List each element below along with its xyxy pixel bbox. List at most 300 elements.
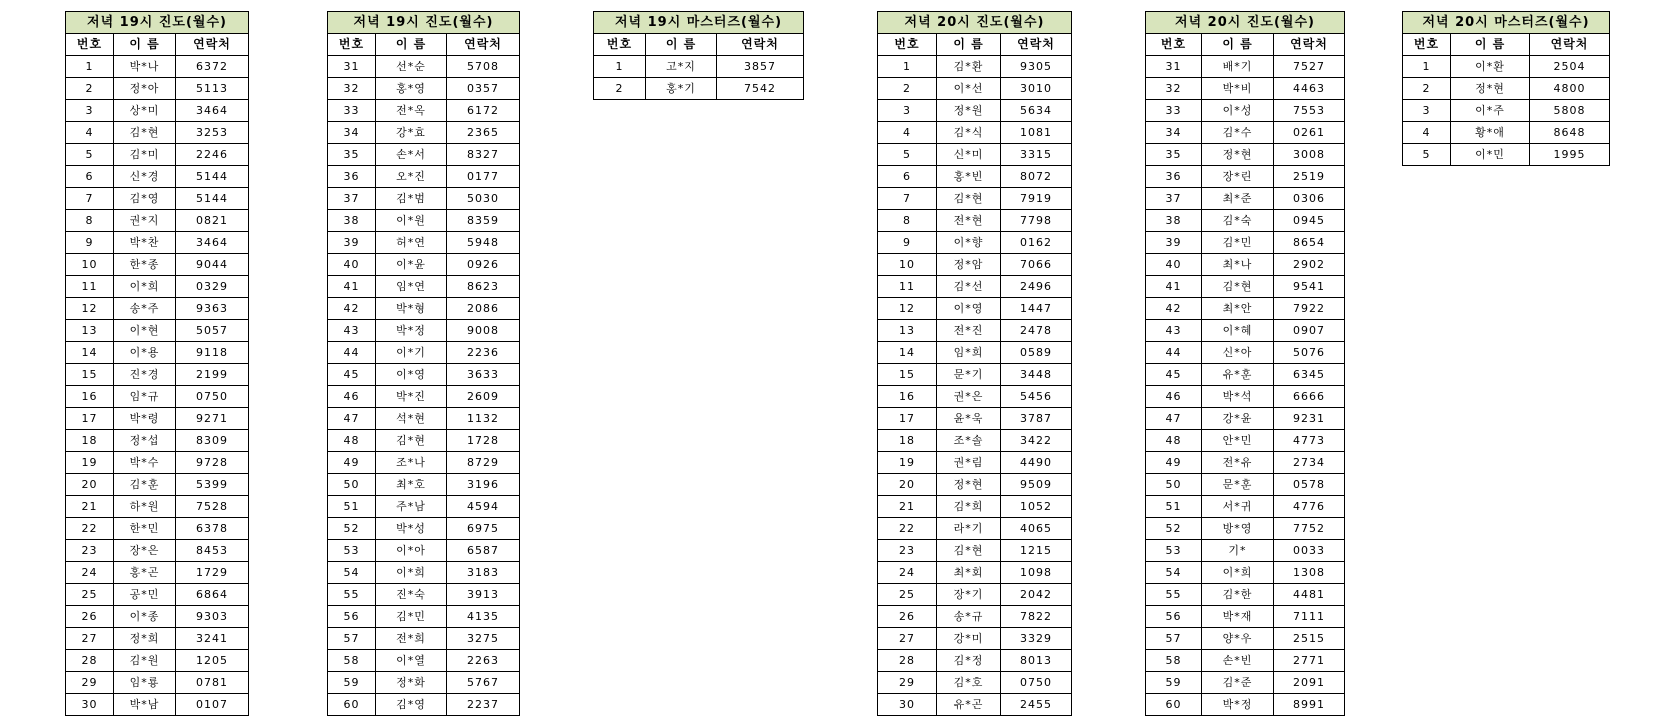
column-header-contact: 연락처 — [176, 34, 249, 56]
cell-name: 정*현 — [1451, 78, 1530, 100]
table-row — [328, 276, 520, 298]
cell-contact: 9271 — [176, 408, 249, 430]
cell-contact: 8013 — [1001, 650, 1072, 672]
cell-contact: 2246 — [176, 144, 249, 166]
cell-number: 54 — [1146, 562, 1202, 584]
cell-name: 이*현 — [114, 320, 176, 342]
cell-name: 방*영 — [1202, 518, 1274, 540]
cell-name: 김*현 — [1202, 276, 1274, 298]
cell-number: 18 — [878, 430, 937, 452]
cell-contact: 0821 — [176, 210, 249, 232]
cell-contact: 5948 — [447, 232, 520, 254]
roster-table-19-jindo-1 — [65, 11, 249, 716]
cell-number: 50 — [1146, 474, 1202, 496]
cell-name: 이*민 — [1451, 144, 1530, 166]
table-row — [878, 232, 1072, 254]
cell-number: 28 — [66, 650, 114, 672]
cell-contact: 5057 — [176, 320, 249, 342]
cell-contact: 2478 — [1001, 320, 1072, 342]
cell-number: 5 — [1403, 144, 1451, 166]
cell-number: 9 — [878, 232, 937, 254]
cell-contact: 4800 — [1530, 78, 1610, 100]
column-header-number: 번호 — [1146, 34, 1202, 56]
cell-number: 37 — [328, 188, 376, 210]
cell-name: 정*화 — [376, 672, 447, 694]
table-row — [66, 562, 249, 584]
cell-name: 신*미 — [937, 144, 1001, 166]
table-title: 저녁 20시 진도(월수) — [1146, 12, 1345, 34]
cell-name: 김*현 — [114, 122, 176, 144]
table-row — [66, 188, 249, 210]
cell-name: 김*한 — [1202, 584, 1274, 606]
table-row — [66, 56, 249, 78]
table-row — [328, 122, 520, 144]
cell-contact: 6666 — [1274, 386, 1345, 408]
cell-contact: 3196 — [447, 474, 520, 496]
cell-contact: 5808 — [1530, 100, 1610, 122]
cell-contact: 1052 — [1001, 496, 1072, 518]
cell-name: 정*현 — [1202, 144, 1274, 166]
cell-number: 33 — [328, 100, 376, 122]
table-row — [1403, 122, 1610, 144]
cell-number: 44 — [328, 342, 376, 364]
cell-number: 19 — [878, 452, 937, 474]
cell-name: 이*기 — [376, 342, 447, 364]
cell-number: 49 — [328, 452, 376, 474]
cell-name: 이*아 — [376, 540, 447, 562]
cell-name: 정*희 — [114, 628, 176, 650]
cell-contact: 3275 — [447, 628, 520, 650]
cell-contact: 2519 — [1274, 166, 1345, 188]
table-row — [1146, 540, 1345, 562]
cell-number: 4 — [1403, 122, 1451, 144]
cell-contact: 8654 — [1274, 232, 1345, 254]
cell-contact: 3183 — [447, 562, 520, 584]
table-row — [878, 188, 1072, 210]
cell-number: 30 — [66, 694, 114, 716]
cell-contact: 2237 — [447, 694, 520, 716]
cell-number: 13 — [66, 320, 114, 342]
cell-number: 29 — [878, 672, 937, 694]
cell-number: 20 — [878, 474, 937, 496]
cell-name: 김*선 — [937, 276, 1001, 298]
cell-contact: 7542 — [717, 78, 804, 100]
table-row — [1146, 628, 1345, 650]
cell-name: 윤*욱 — [937, 408, 1001, 430]
cell-name: 정*원 — [937, 100, 1001, 122]
cell-name: 양*우 — [1202, 628, 1274, 650]
table-row — [66, 606, 249, 628]
table-row — [1146, 496, 1345, 518]
table-row — [878, 496, 1072, 518]
cell-contact: 5030 — [447, 188, 520, 210]
cell-number: 53 — [1146, 540, 1202, 562]
cell-name: 송*규 — [937, 606, 1001, 628]
cell-name: 석*현 — [376, 408, 447, 430]
cell-name: 진*숙 — [376, 584, 447, 606]
cell-name: 기* — [1202, 540, 1274, 562]
cell-name: 이*용 — [114, 342, 176, 364]
table-row — [1146, 430, 1345, 452]
cell-number: 20 — [66, 474, 114, 496]
cell-number: 45 — [328, 364, 376, 386]
cell-number: 35 — [328, 144, 376, 166]
table-row — [878, 364, 1072, 386]
cell-name: 이*열 — [376, 650, 447, 672]
cell-number: 59 — [328, 672, 376, 694]
table-row — [328, 232, 520, 254]
cell-number: 14 — [878, 342, 937, 364]
cell-contact: 3422 — [1001, 430, 1072, 452]
cell-name: 공*민 — [114, 584, 176, 606]
cell-number: 2 — [878, 78, 937, 100]
cell-name: 유*곤 — [937, 694, 1001, 716]
cell-name: 박*형 — [376, 298, 447, 320]
cell-name: 문*훈 — [1202, 474, 1274, 496]
column-header-contact: 연락처 — [1274, 34, 1345, 56]
roster-table-19-masters — [593, 11, 804, 100]
cell-name: 권*은 — [937, 386, 1001, 408]
cell-number: 6 — [878, 166, 937, 188]
cell-name: 박*성 — [376, 518, 447, 540]
cell-contact: 9728 — [176, 452, 249, 474]
table-row — [328, 254, 520, 276]
table-row — [1146, 144, 1345, 166]
cell-contact: 4773 — [1274, 430, 1345, 452]
table-row — [1146, 166, 1345, 188]
table-row — [328, 408, 520, 430]
cell-number: 13 — [878, 320, 937, 342]
table-row — [878, 672, 1072, 694]
cell-number: 27 — [878, 628, 937, 650]
cell-number: 26 — [878, 606, 937, 628]
cell-number: 46 — [328, 386, 376, 408]
cell-name: 이*선 — [937, 78, 1001, 100]
cell-contact: 5399 — [176, 474, 249, 496]
table-row — [328, 144, 520, 166]
table-row — [66, 584, 249, 606]
cell-name: 홍*곤 — [114, 562, 176, 584]
table-row — [66, 122, 249, 144]
column-header-name: 이 름 — [937, 34, 1001, 56]
cell-contact: 5076 — [1274, 342, 1345, 364]
table-row — [1146, 254, 1345, 276]
cell-contact: 2902 — [1274, 254, 1345, 276]
cell-contact: 5144 — [176, 188, 249, 210]
column-header-contact: 연락처 — [1001, 34, 1072, 56]
table-title: 저녁 19시 진도(월수) — [66, 12, 249, 34]
table-row — [1403, 144, 1610, 166]
cell-name: 박*령 — [114, 408, 176, 430]
column-header-name: 이 름 — [646, 34, 717, 56]
cell-contact: 3008 — [1274, 144, 1345, 166]
cell-name: 김*준 — [1202, 672, 1274, 694]
cell-contact: 3253 — [176, 122, 249, 144]
cell-contact: 1205 — [176, 650, 249, 672]
cell-number: 7 — [66, 188, 114, 210]
cell-number: 38 — [328, 210, 376, 232]
cell-number: 5 — [66, 144, 114, 166]
cell-number: 41 — [1146, 276, 1202, 298]
table-row — [1146, 298, 1345, 320]
cell-number: 2 — [1403, 78, 1451, 100]
column-header-number: 번호 — [1403, 34, 1451, 56]
cell-number: 58 — [328, 650, 376, 672]
table-row — [66, 78, 249, 100]
cell-name: 유*훈 — [1202, 364, 1274, 386]
cell-number: 30 — [878, 694, 937, 716]
cell-number: 7 — [878, 188, 937, 210]
cell-contact: 7553 — [1274, 100, 1345, 122]
table-row — [1146, 474, 1345, 496]
table-row — [878, 540, 1072, 562]
cell-number: 25 — [66, 584, 114, 606]
table-row — [878, 650, 1072, 672]
cell-name: 김*수 — [1202, 122, 1274, 144]
cell-number: 50 — [328, 474, 376, 496]
cell-contact: 0261 — [1274, 122, 1345, 144]
cell-name: 정*암 — [937, 254, 1001, 276]
cell-contact: 3329 — [1001, 628, 1072, 650]
table-row — [66, 518, 249, 540]
cell-name: 전*희 — [376, 628, 447, 650]
cell-contact: 1215 — [1001, 540, 1072, 562]
table-title: 저녁 20시 진도(월수) — [878, 12, 1072, 34]
cell-number: 24 — [66, 562, 114, 584]
table-row — [328, 386, 520, 408]
cell-contact: 2771 — [1274, 650, 1345, 672]
cell-contact: 7752 — [1274, 518, 1345, 540]
cell-name: 박*비 — [1202, 78, 1274, 100]
column-header-name: 이 름 — [114, 34, 176, 56]
cell-name: 강*미 — [937, 628, 1001, 650]
cell-contact: 0589 — [1001, 342, 1072, 364]
cell-number: 51 — [328, 496, 376, 518]
table-row — [328, 628, 520, 650]
cell-contact: 8309 — [176, 430, 249, 452]
cell-contact: 7822 — [1001, 606, 1072, 628]
table-row — [878, 320, 1072, 342]
table-row — [878, 694, 1072, 716]
cell-number: 21 — [878, 496, 937, 518]
table-row — [1146, 518, 1345, 540]
table-row — [328, 298, 520, 320]
cell-name: 임*룡 — [114, 672, 176, 694]
cell-contact: 0926 — [447, 254, 520, 276]
cell-number: 60 — [328, 694, 376, 716]
cell-name: 홍*기 — [646, 78, 717, 100]
cell-number: 1 — [594, 56, 646, 78]
table-row — [328, 650, 520, 672]
cell-contact: 3464 — [176, 100, 249, 122]
table-row — [1146, 122, 1345, 144]
table-row — [328, 694, 520, 716]
cell-name: 박*수 — [114, 452, 176, 474]
cell-name: 한*종 — [114, 254, 176, 276]
cell-contact: 3464 — [176, 232, 249, 254]
cell-contact: 0162 — [1001, 232, 1072, 254]
table-row — [1146, 210, 1345, 232]
table-row — [328, 430, 520, 452]
cell-number: 38 — [1146, 210, 1202, 232]
cell-contact: 1098 — [1001, 562, 1072, 584]
table-row — [328, 584, 520, 606]
cell-contact: 2496 — [1001, 276, 1072, 298]
cell-number: 22 — [66, 518, 114, 540]
cell-contact: 1729 — [176, 562, 249, 584]
cell-number: 45 — [1146, 364, 1202, 386]
cell-number: 32 — [328, 78, 376, 100]
table-row — [328, 452, 520, 474]
cell-number: 4 — [66, 122, 114, 144]
table-row — [1146, 584, 1345, 606]
cell-number: 17 — [66, 408, 114, 430]
cell-contact: 6587 — [447, 540, 520, 562]
cell-number: 43 — [328, 320, 376, 342]
cell-number: 1 — [1403, 56, 1451, 78]
cell-contact: 2199 — [176, 364, 249, 386]
cell-number: 12 — [66, 298, 114, 320]
cell-name: 손*빈 — [1202, 650, 1274, 672]
cell-contact: 4481 — [1274, 584, 1345, 606]
cell-number: 28 — [878, 650, 937, 672]
table-row — [878, 210, 1072, 232]
cell-contact: 5634 — [1001, 100, 1072, 122]
cell-contact: 9305 — [1001, 56, 1072, 78]
table-row — [878, 78, 1072, 100]
cell-name: 김*영 — [114, 188, 176, 210]
table-row — [328, 672, 520, 694]
table-row — [66, 452, 249, 474]
table-row — [66, 430, 249, 452]
cell-contact: 8729 — [447, 452, 520, 474]
cell-number: 22 — [878, 518, 937, 540]
cell-name: 이*혜 — [1202, 320, 1274, 342]
cell-contact: 3448 — [1001, 364, 1072, 386]
cell-name: 김*범 — [376, 188, 447, 210]
column-header-contact: 연락처 — [717, 34, 804, 56]
table-row — [66, 232, 249, 254]
cell-name: 전*진 — [937, 320, 1001, 342]
cell-name: 김*환 — [937, 56, 1001, 78]
table-row — [1146, 56, 1345, 78]
cell-name: 김*미 — [114, 144, 176, 166]
cell-name: 이*원 — [376, 210, 447, 232]
cell-contact: 0107 — [176, 694, 249, 716]
cell-number: 1 — [66, 56, 114, 78]
cell-number: 5 — [878, 144, 937, 166]
cell-name: 조*나 — [376, 452, 447, 474]
cell-name: 이*영 — [376, 364, 447, 386]
cell-contact: 3857 — [717, 56, 804, 78]
cell-number: 42 — [1146, 298, 1202, 320]
cell-number: 53 — [328, 540, 376, 562]
cell-number: 15 — [66, 364, 114, 386]
cell-contact: 7066 — [1001, 254, 1072, 276]
table-row — [328, 78, 520, 100]
cell-number: 42 — [328, 298, 376, 320]
table-row — [878, 144, 1072, 166]
column-header-number: 번호 — [66, 34, 114, 56]
cell-contact: 8623 — [447, 276, 520, 298]
cell-number: 3 — [66, 100, 114, 122]
cell-contact: 1728 — [447, 430, 520, 452]
cell-name: 강*윤 — [1202, 408, 1274, 430]
cell-name: 이*영 — [937, 298, 1001, 320]
cell-number: 8 — [66, 210, 114, 232]
cell-number: 54 — [328, 562, 376, 584]
table-row — [328, 210, 520, 232]
cell-number: 36 — [328, 166, 376, 188]
table-row — [66, 320, 249, 342]
cell-name: 문*기 — [937, 364, 1001, 386]
cell-name: 김*영 — [376, 694, 447, 716]
cell-name: 최*안 — [1202, 298, 1274, 320]
table-row — [328, 320, 520, 342]
cell-number: 57 — [328, 628, 376, 650]
cell-number: 9 — [66, 232, 114, 254]
cell-name: 상*미 — [114, 100, 176, 122]
cell-name: 박*정 — [1202, 694, 1274, 716]
cell-contact: 8359 — [447, 210, 520, 232]
table-row — [66, 100, 249, 122]
cell-contact: 4135 — [447, 606, 520, 628]
cell-contact: 9008 — [447, 320, 520, 342]
cell-number: 12 — [878, 298, 937, 320]
table-row — [66, 672, 249, 694]
table-row — [328, 606, 520, 628]
cell-number: 16 — [66, 386, 114, 408]
table-row — [1146, 606, 1345, 628]
cell-name: 김*민 — [1202, 232, 1274, 254]
cell-number: 31 — [328, 56, 376, 78]
cell-name: 임*규 — [114, 386, 176, 408]
table-row — [328, 540, 520, 562]
cell-number: 26 — [66, 606, 114, 628]
table-row — [1146, 408, 1345, 430]
cell-number: 33 — [1146, 100, 1202, 122]
table-row — [1403, 78, 1610, 100]
cell-name: 최*나 — [1202, 254, 1274, 276]
cell-number: 41 — [328, 276, 376, 298]
cell-name: 박*진 — [376, 386, 447, 408]
cell-number: 1 — [878, 56, 937, 78]
column-header-name: 이 름 — [1202, 34, 1274, 56]
cell-contact: 5144 — [176, 166, 249, 188]
cell-number: 56 — [328, 606, 376, 628]
cell-name: 허*연 — [376, 232, 447, 254]
cell-contact: 0329 — [176, 276, 249, 298]
cell-number: 6 — [66, 166, 114, 188]
cell-contact: 3913 — [447, 584, 520, 606]
cell-contact: 2091 — [1274, 672, 1345, 694]
cell-contact: 9118 — [176, 342, 249, 364]
cell-number: 58 — [1146, 650, 1202, 672]
cell-contact: 1081 — [1001, 122, 1072, 144]
table-row — [66, 298, 249, 320]
table-row — [66, 408, 249, 430]
cell-number: 36 — [1146, 166, 1202, 188]
table-row — [328, 342, 520, 364]
cell-contact: 7527 — [1274, 56, 1345, 78]
cell-contact: 0750 — [176, 386, 249, 408]
cell-contact: 9509 — [1001, 474, 1072, 496]
cell-number: 34 — [1146, 122, 1202, 144]
cell-name: 이*희 — [376, 562, 447, 584]
table-row — [1146, 386, 1345, 408]
cell-number: 3 — [1403, 100, 1451, 122]
cell-name: 최*호 — [376, 474, 447, 496]
